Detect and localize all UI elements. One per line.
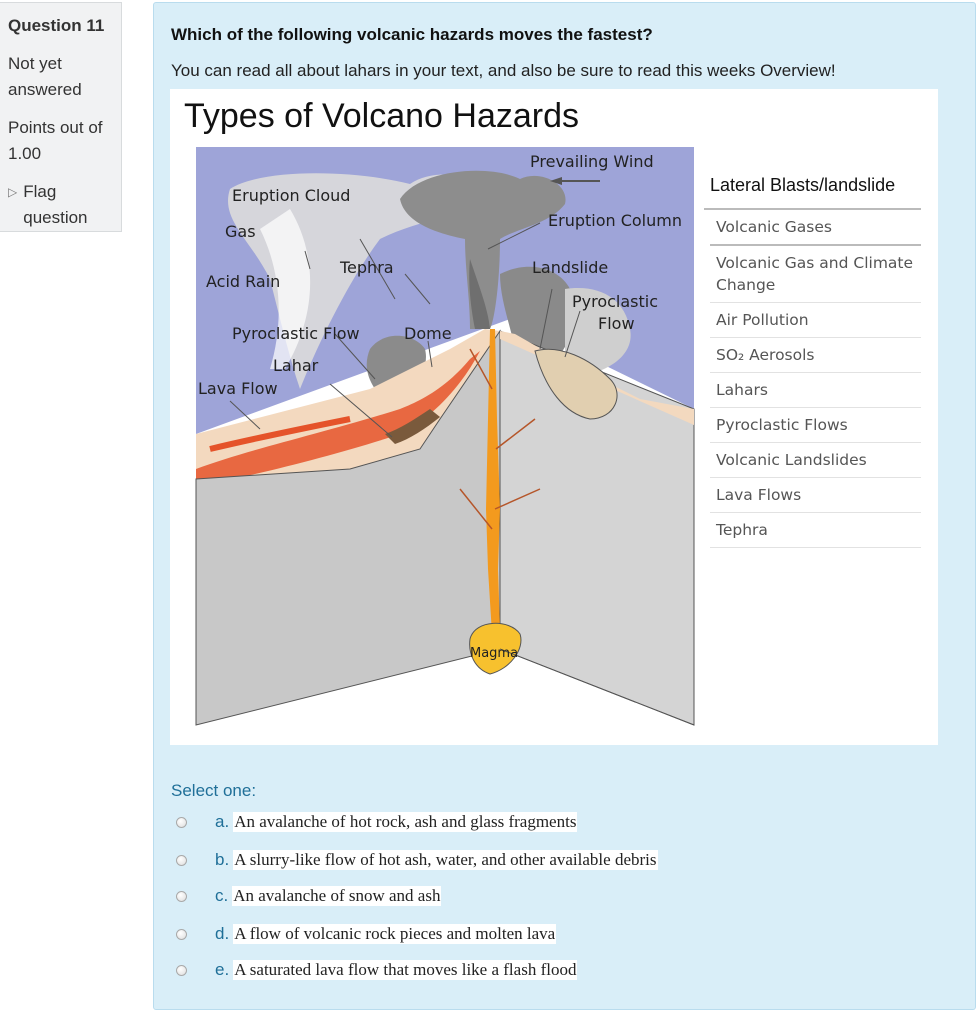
label-pyroclastic-right-1: Pyroclastic (572, 292, 659, 311)
side-list-header: Lateral Blasts/landslide (704, 175, 921, 210)
question-hint: You can read all about lahars in your text, and also be sure to read this weeks Overview! (171, 61, 836, 80)
side-list-item[interactable]: Volcanic Gases (710, 210, 921, 246)
answer-option-a[interactable] (174, 809, 774, 835)
label-acid-rain: Acid Rain (206, 272, 281, 291)
label-prevailing-wind: Prevailing Wind (530, 152, 654, 171)
label-magma: Magma (470, 646, 519, 661)
question-text: Which of the following volcanic hazards moves the fastest? (171, 25, 653, 44)
label-pyroclastic-right-2: Flow (598, 314, 635, 333)
side-list-item[interactable]: Volcanic Landslides (710, 443, 921, 478)
hazard-side-list (710, 175, 921, 548)
label-tephra: Tephra (340, 258, 394, 277)
side-list-item[interactable]: Lahars (710, 373, 921, 408)
volcano-hazards-figure (170, 89, 938, 745)
answer-option-c[interactable] (174, 883, 774, 909)
label-eruption-cloud: Eruption Cloud (232, 186, 351, 205)
select-one-label: Select one: (171, 781, 257, 800)
label-lava-flow: Lava Flow (198, 379, 278, 398)
answer-letter[interactable]: b. (215, 850, 230, 869)
answer-text[interactable]: A flow of volcanic rock pieces and molten lava (234, 924, 556, 943)
side-list-item[interactable]: Tephra (710, 513, 921, 548)
answer-letter[interactable]: d. (215, 924, 230, 943)
label-eruption-column: Eruption Column (548, 211, 682, 230)
label-dome: Dome (404, 324, 452, 343)
side-list-item[interactable]: Pyroclastic Flows (710, 408, 921, 443)
question-points: Points out of 1.00 (8, 118, 103, 163)
label-landslide: Landslide (532, 258, 609, 277)
flag-icon[interactable]: ▷ (8, 185, 18, 199)
answer-text[interactable]: An avalanche of snow and ash (233, 886, 441, 905)
question-number-value: 11 (86, 16, 105, 35)
radio-b[interactable] (176, 855, 187, 866)
side-list-item[interactable]: Air Pollution (710, 303, 921, 338)
question-panel (153, 2, 976, 1010)
radio-d[interactable] (176, 929, 187, 940)
answer-option-b[interactable] (174, 847, 774, 873)
answer-letter[interactable]: c. (215, 886, 229, 905)
question-number (8, 13, 113, 39)
side-list-item[interactable]: Lava Flows (710, 478, 921, 513)
label-gas: Gas (225, 222, 256, 241)
radio-e[interactable] (176, 965, 187, 976)
answer-text[interactable]: A slurry-like flow of hot ash, water, and other available debris (234, 850, 657, 869)
side-list-item[interactable]: SO₂ Aerosols (710, 338, 921, 373)
radio-c[interactable] (176, 891, 187, 902)
label-pyroclastic-left: Pyroclastic Flow (232, 324, 360, 343)
side-list-item[interactable]: Volcanic Gas and Climate Change (710, 246, 921, 303)
flag-question-label[interactable]: Flag question (23, 182, 88, 227)
label-lahar: Lahar (273, 356, 319, 375)
question-status: Not yet answered (8, 54, 82, 99)
radio-a[interactable] (176, 817, 187, 828)
answer-option-d[interactable] (174, 921, 774, 947)
figure-title: Types of Volcano Hazards (184, 97, 580, 135)
answer-option-e[interactable] (174, 957, 774, 983)
answer-text[interactable]: An avalanche of hot rock, ash and glass fragments (234, 812, 577, 831)
question-label: Question (8, 16, 82, 35)
answer-letter[interactable]: e. (215, 960, 230, 979)
answer-letter[interactable]: a. (215, 812, 230, 831)
answer-text[interactable]: A saturated lava flow that moves like a flash flood (234, 960, 577, 979)
question-info-panel (0, 2, 122, 232)
flag-question-link[interactable] (8, 179, 113, 231)
